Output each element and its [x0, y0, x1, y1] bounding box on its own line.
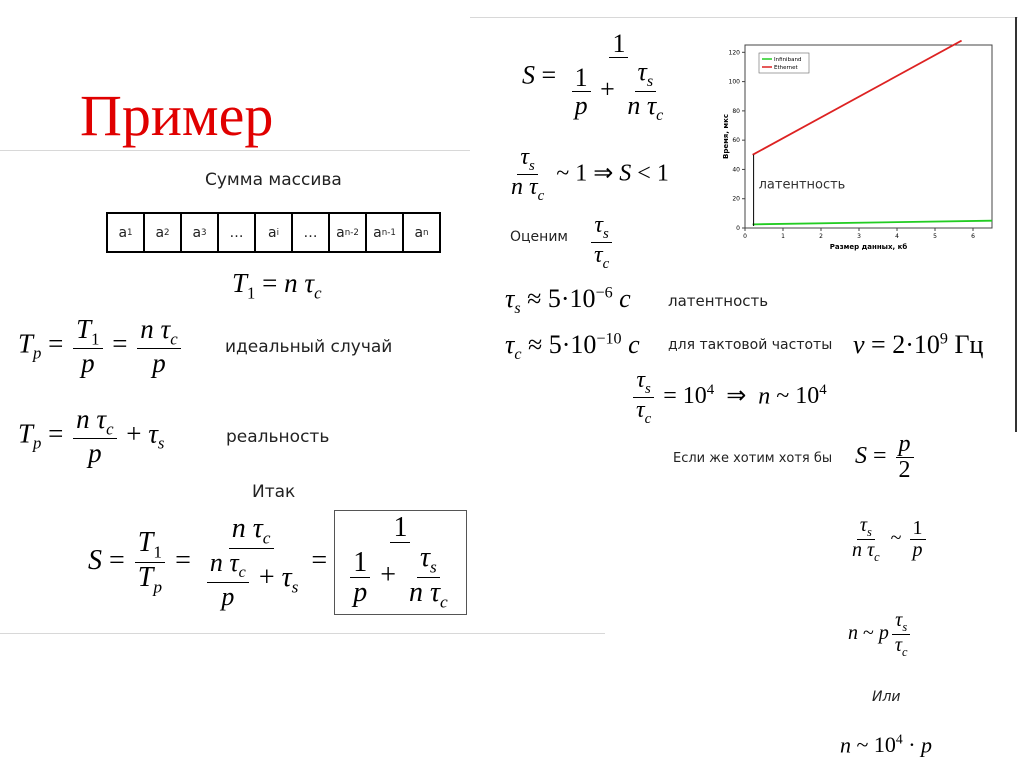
- array-cell: …: [219, 214, 256, 251]
- latency-annotation: латентность: [758, 177, 846, 193]
- right-panel-top-rule: [470, 17, 1018, 18]
- array-cell: a n-2: [330, 214, 367, 251]
- eq-tau-c: $\tau_c \approx 5\cdot 10^{-10}$ c: [505, 330, 640, 364]
- left-panel-top-rule: [0, 150, 470, 151]
- array-cell: a i: [256, 214, 293, 251]
- eq-ratio: $\frac{\tau_s}{n \tau_c}$ ~ 1 ⇒ S < 1: [511, 144, 669, 205]
- y-tick-label: 100: [728, 78, 740, 86]
- x-tick-label: 5: [933, 233, 937, 240]
- array-diagram: [106, 212, 441, 253]
- eq-tau-s: $\tau_s \approx 5\cdot 10^{-6}$ c: [505, 284, 631, 318]
- array-cell: a 1: [108, 214, 145, 251]
- latency-label: латентность: [668, 292, 769, 310]
- legend-label: Ethernet: [774, 65, 798, 71]
- eq-n-p: n ~ p $\frac{\tau_s}{\tau_c}$: [848, 610, 914, 659]
- x-tick-label: 2: [819, 233, 823, 240]
- or-label: Или: [872, 689, 901, 705]
- x-tick-label: 1: [781, 233, 785, 240]
- eq-t1: $T_1 = n$ $\tau_c$: [232, 268, 322, 303]
- clock-label: для тактовой частоты: [668, 337, 833, 353]
- slide-title: Пример: [80, 83, 274, 148]
- x-tick-label: 4: [895, 233, 899, 240]
- eq-ratio-p: $\frac{\tau_s}{n \tau_c}$ ~ $\frac{1}{p}$: [846, 515, 929, 564]
- want-label: Если же хотим хотя бы: [673, 451, 833, 466]
- right-panel-edge: [1015, 17, 1017, 432]
- array-title: Сумма массива: [205, 170, 342, 190]
- eq-tp-ideal: $T_p$ = $\frac{T_1}{p}$ = $\frac{n \tau_c}{p}$: [18, 315, 184, 377]
- eq-s-half: S = $\frac{p}{2}$: [855, 432, 917, 483]
- eq-freq: $\nu = 2\cdot 10^9$ Гц: [853, 330, 984, 359]
- eq-speedup: S = $\frac{T_1}{T_p}$ = n $\tau_c$ $\frac{n \tau_c}{p}$ + $\tau_s$ = 1 $\frac{1}{p}$ + $\frac{\tau_s}{n \tau_c}$: [88, 510, 467, 615]
- array-cell: a n-1: [367, 214, 404, 251]
- array-cell: a n: [414, 224, 429, 241]
- latency-chart: [718, 40, 1014, 258]
- array-cell: a 2: [145, 214, 182, 251]
- y-tick-label: 20: [732, 195, 740, 203]
- x-tick-label: 3: [857, 233, 861, 240]
- eq-tp-real: $T_p$ = $\frac{n \tau_c}{p}$ + $\tau_s$: [18, 404, 165, 468]
- y-tick-label: 120: [728, 49, 740, 57]
- x-tick-label: 6: [971, 233, 975, 240]
- y-axis-label: Время, мкс: [722, 113, 730, 160]
- x-tick-label: 0: [743, 233, 747, 240]
- eq-s: S = 1 $\frac{1}{p}$ + $\frac{\tau_s}{n \tau_c}$: [522, 29, 664, 125]
- x-axis-label: Размер данных, кб: [829, 243, 908, 251]
- y-tick-label: 60: [732, 137, 740, 145]
- eq-tau-ratio: $\frac{\tau_s}{\tau_c}$ = $10^4$ ⇒ n ~ $10^4$: [630, 368, 827, 428]
- left-panel-bottom-rule: [0, 633, 605, 634]
- y-tick-label: 0: [736, 225, 740, 232]
- legend-label: Infiniband: [774, 57, 802, 63]
- array-cell: …: [293, 214, 330, 251]
- eq-estimate-fraction: $\frac{\tau_s}{\tau_c}$: [588, 213, 615, 273]
- itak-label: Итак: [252, 482, 296, 502]
- ideal-label: идеальный случай: [225, 337, 393, 357]
- array-cell: a 3: [182, 214, 219, 251]
- eq-n-final: n ~ $10^4 \cdot p$: [840, 732, 933, 758]
- estimate-label: Оценим: [510, 229, 568, 245]
- y-tick-label: 40: [732, 166, 740, 174]
- y-tick-label: 80: [732, 107, 740, 115]
- real-label: реальность: [226, 427, 330, 447]
